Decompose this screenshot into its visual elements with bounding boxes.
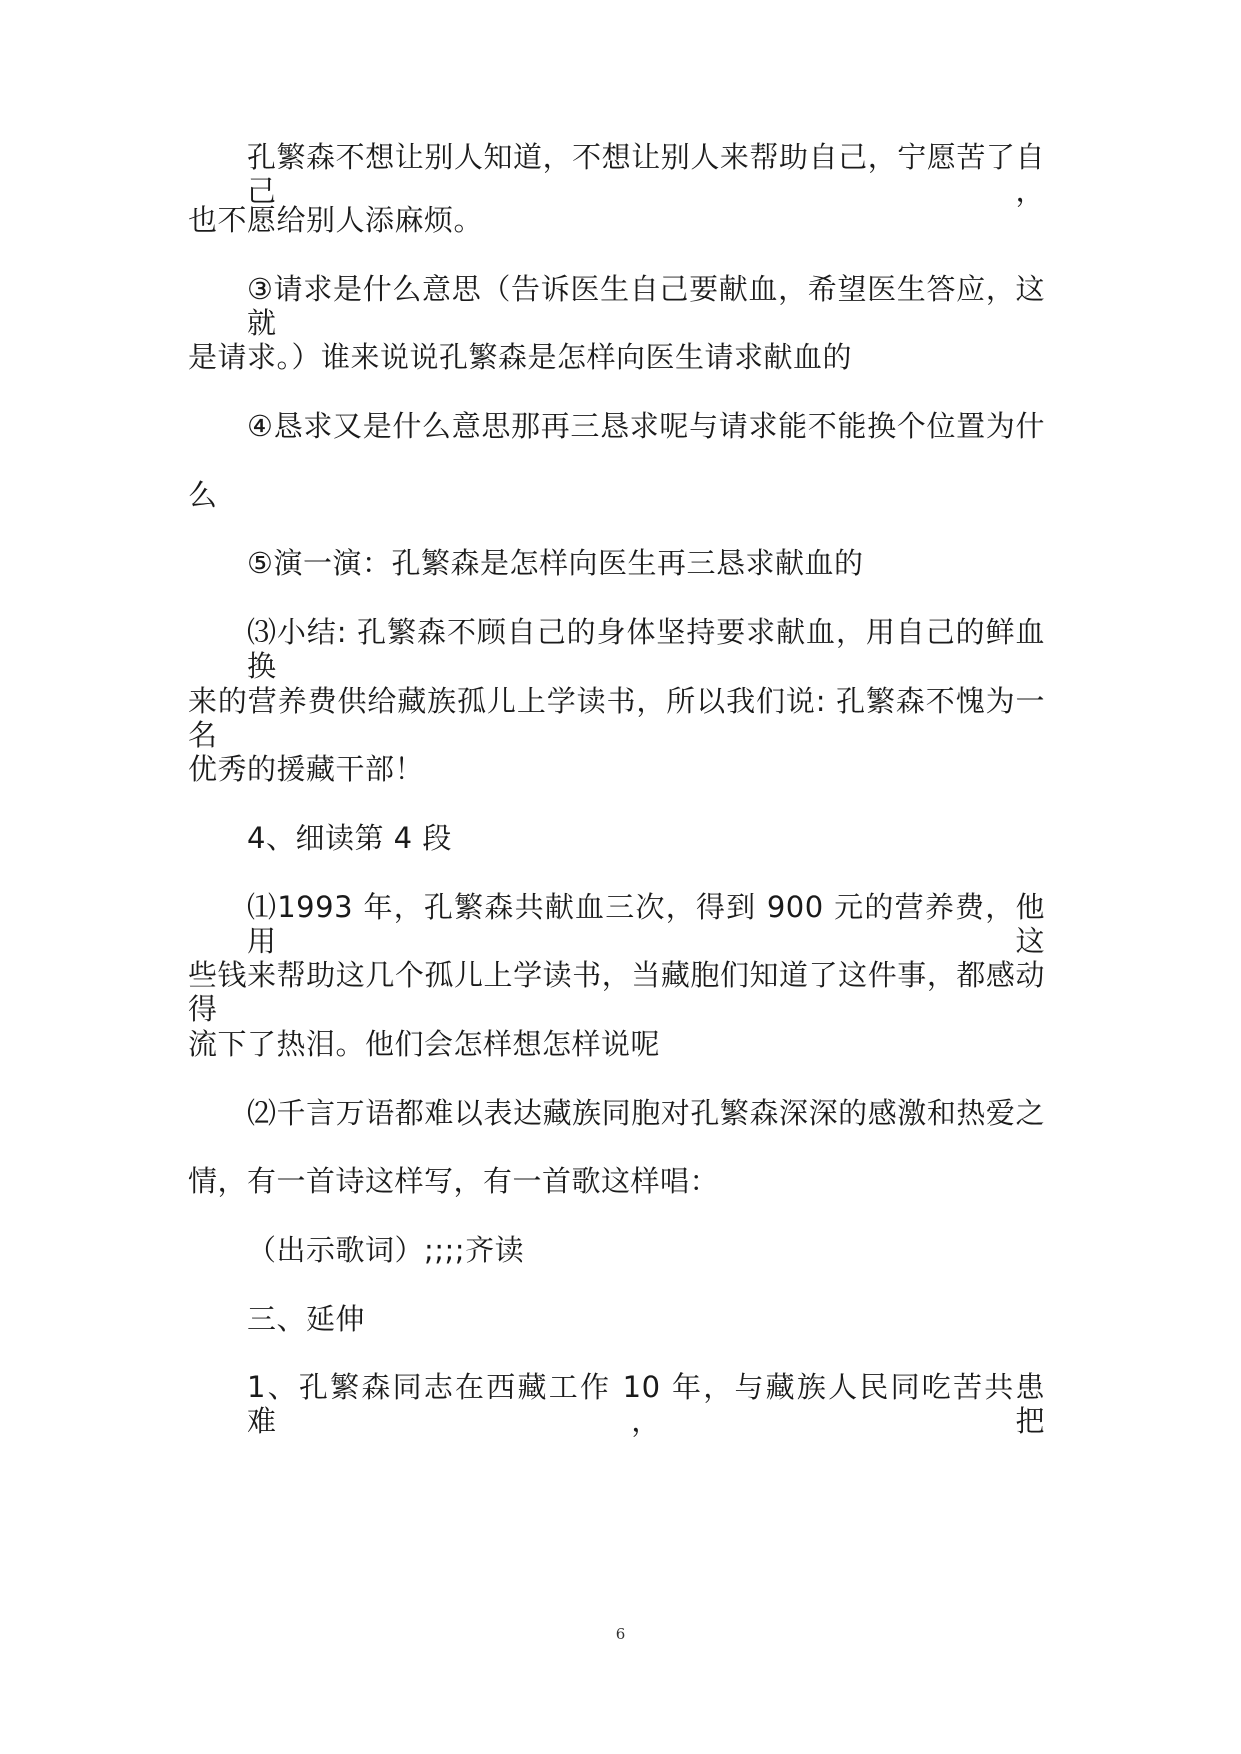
text-line-15: ⑵千言万语都难以表达藏族同胞对孔繁森深深的感激和热爱之	[247, 1096, 1045, 1130]
page-number: 6	[615, 1625, 626, 1643]
text-line-3: ③请求是什么意思（告诉医生自己要献血，希望医生答应，这就	[247, 272, 1045, 340]
text-line-12: ⑴1993 年，孔繁森共献血三次，得到 900 元的营养费，他用这	[247, 890, 1045, 958]
text-line-19: 1、孔繁森同志在西藏工作 10 年，与藏族人民同吃苦共患难，把	[247, 1370, 1045, 1438]
text-line-1: 孔繁森不想让别人知道，不想让别人来帮助自己，宁愿苦了自己，	[247, 140, 1045, 208]
text-line-2: 也不愿给别人添麻烦。	[188, 203, 484, 237]
text-line-14: 流下了热泪。他们会怎样想怎样说呢	[188, 1027, 661, 1061]
text-line-11: 4、细读第 4 段	[247, 821, 452, 855]
text-line-13: 些钱来帮助这几个孤儿上学读书，当藏胞们知道了这件事，都感动得	[188, 958, 1045, 1026]
text-line-17: （出示歌词）;;;;齐读	[247, 1233, 525, 1267]
text-line-4: 是请求。）谁来说说孔繁森是怎样向医生请求献血的	[188, 340, 853, 374]
text-line-6: 么	[188, 478, 218, 512]
text-line-9: 来的营养费供给藏族孤儿上学读书，所以我们说: 孔繁森不愧为一名	[188, 684, 1045, 752]
text-line-7: ⑤演一演：孔繁森是怎样向医生再三恳求献血的	[247, 546, 864, 580]
text-line-18: 三、延伸	[247, 1302, 366, 1336]
text-line-5: ④恳求又是什么意思那再三恳求呢与请求能不能换个位置为什	[247, 409, 1045, 443]
text-line-10: 优秀的援藏干部！	[188, 752, 425, 786]
text-line-16: 情，有一首诗这样写，有一首歌这样唱：	[188, 1164, 720, 1198]
text-line-8: ⑶小结: 孔繁森不顾自己的身体坚持要求献血，用自己的鲜血换	[247, 615, 1045, 683]
